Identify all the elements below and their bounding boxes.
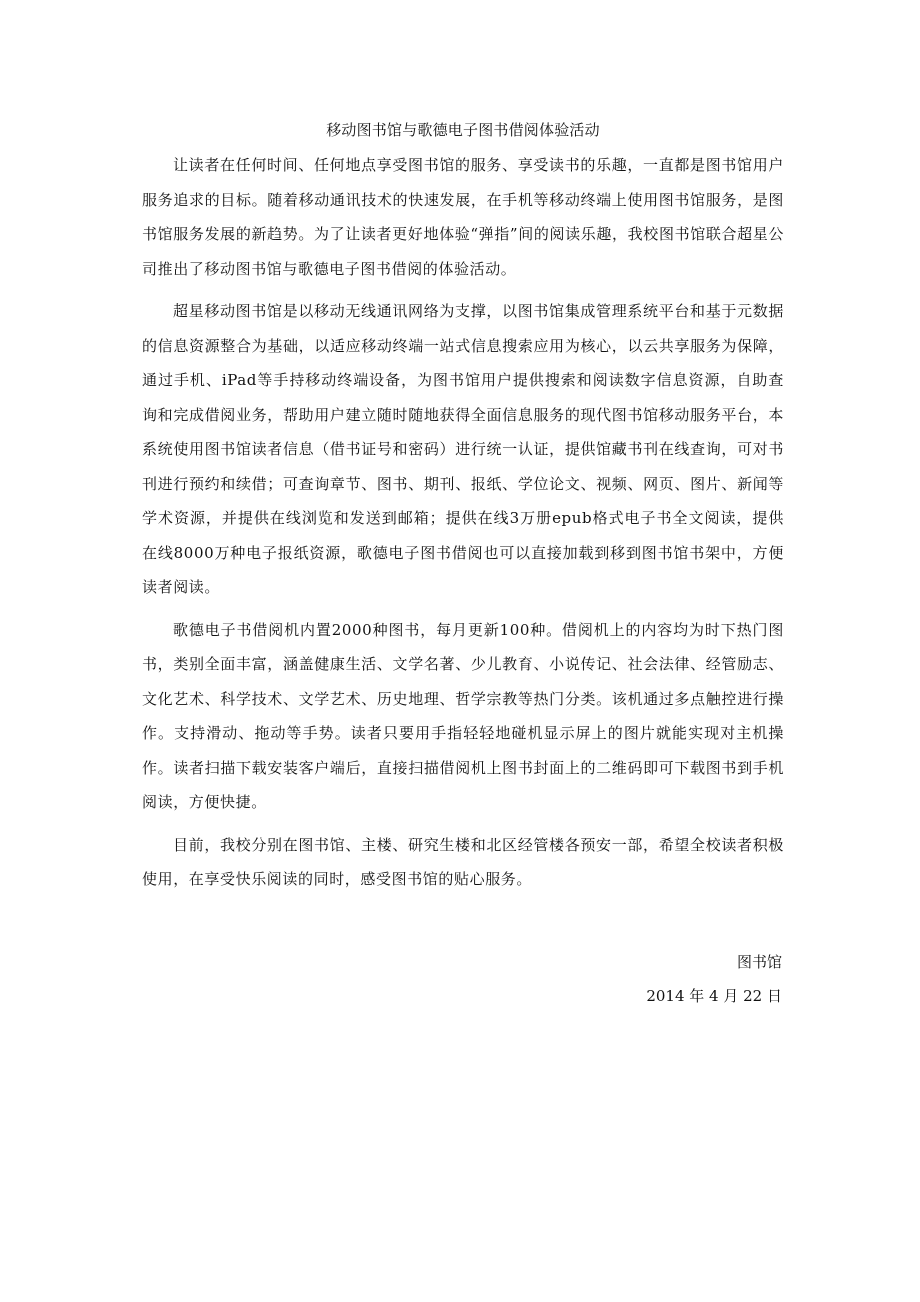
signature-organization: 图书馆 [736, 953, 782, 971]
paragraph-goethe-ebook: 歌德电子书借阅机内置2000种图书，每月更新100种。借阅机上的内容均为时下热门图书，类别全面丰富，涵盖健康生活、文学名著、少儿教育、小说传记、社会法律、经管励志、文化艺术、科学技术、文学艺术、历史地理、哲学宗教等热门分类。该机通过多点触控进行操作。支持滑动、拖动等手势。读者只要用手指轻轻地碰机显示屏上的图片就能实现对主机操作。读者扫描下载安装客户端后，直接扫描借阅机上图书封面上的二维码即可下载图书到手机阅读，方便快捷。 [142, 620, 784, 811]
paragraph-mobile-library: 超星移动图书馆是以移动无线通讯网络为支撑，以图书馆集成管理系统平台和基于元数据的信息资源整合为基础，以适应移动终端一站式信息搜索应用为核心，以云共享服务为保障，通过手机、iPad等手持移动终端设备，为图书馆用户提供搜索和阅读数字信息资源，自助查询和完成借阅业务，帮助用户建立随时随地获得全面信息服务的现代图书馆移动服务平台，本系统使用图书馆读者信息（借书证号和密码）进行统一认证，提供馆藏书刊在线查询，可对书刊进行预约和续借；可查询章节、图书、期刊、报纸、学位论文、视频、网页、图片、新闻等学术资源，并提供在线浏览和发送到邮箱；提供在线3万册epub格式电子书全文阅读，提供在线8000万种电子报纸资源，歌德电子图书借阅也可以直接加载到移到图书馆书架中，方便读者阅读。 [142, 302, 784, 596]
signature-date: 2014 年 4 月 22 日 [646, 987, 782, 1005]
document-title: 移动图书馆与歌德电子图书借阅体验活动 [326, 121, 600, 139]
signature-block [646, 945, 782, 1013]
paragraph-locations: 目前，我校分别在图书馆、主楼、研究生楼和北区经管楼各预安一部，希望全校读者积极使用，在享受快乐阅读的同时，感受图书馆的贴心服务。 [142, 835, 784, 888]
document-body [142, 116, 784, 905]
paragraph-intro: 让读者在任何时间、任何地点享受图书馆的服务、享受读书的乐趣，一直都是图书馆用户服务追求的目标。随着移动通讯技术的快速发展，在手机等移动终端上使用图书馆服务，是图书馆服务发展的新趋势。为了让读者更好地体验“弹指”间的阅读乐趣，我校图书馆联合超星公司推出了移动图书馆与歌德电子图书借阅的体验活动。 [142, 156, 784, 278]
